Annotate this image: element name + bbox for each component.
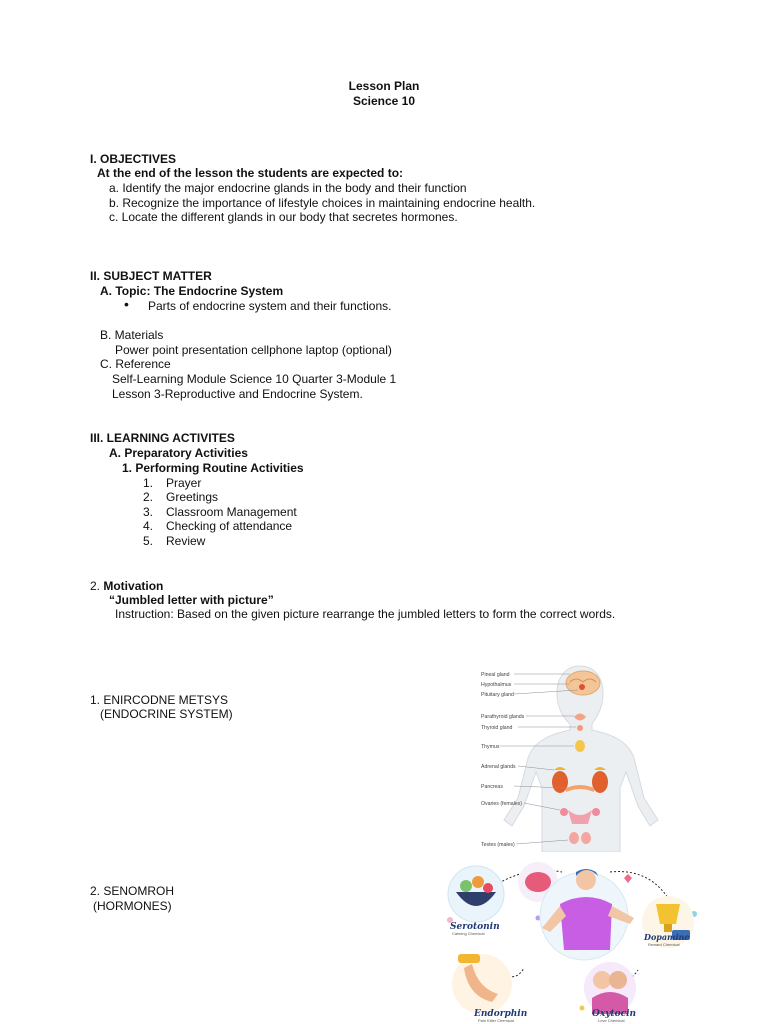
instruction-text: Based on the given picture rearrange the jumbled letters to form the correct words. (177, 607, 616, 621)
objectives-heading: I. OBJECTIVES (90, 152, 177, 166)
motivation-number: 2. (90, 579, 101, 593)
gland-label: Pituitary gland (481, 692, 514, 698)
routine-number: 3. (143, 505, 154, 519)
routine-item: Greetings (166, 490, 219, 504)
learning-activities-heading: III. LEARNING ACTIVITES (90, 431, 235, 445)
hormones-illustration (442, 858, 700, 1024)
topic-line: A. Topic: The Endocrine System (100, 284, 284, 298)
objective-item: b. Recognize the importance of lifestyle choices in maintaining endocrine health. (109, 196, 536, 210)
document-subtitle: Science 10 (352, 94, 416, 108)
preparatory-activities-label: A. Preparatory Activities (109, 446, 248, 460)
materials-label: B. Materials (100, 328, 164, 342)
objective-item: a. Identify the major endocrine glands in the body and their function (109, 181, 467, 195)
routine-activities-label: 1. Performing Routine Activities (122, 461, 304, 475)
document-title: Lesson Plan (348, 79, 420, 93)
jumbled-answer: (HORMONES) (93, 899, 172, 913)
bullet-icon: • (124, 296, 129, 312)
jumbled-word: 2. SENOMROH (90, 884, 175, 898)
objective-item: c. Locate the different glands in our body that secretes hormones. (109, 210, 458, 224)
jumbled-answer: (ENDOCRINE SYSTEM) (100, 707, 233, 721)
hormone-desc: Love Chemical (598, 1018, 625, 1023)
subject-matter-heading: II. SUBJECT MATTER (90, 269, 212, 283)
hormone-desc: Calming Chemical (452, 931, 485, 936)
gland-label: Thymus (481, 744, 500, 750)
routine-number: 1. (143, 476, 154, 490)
routine-number: 5. (143, 534, 154, 548)
materials-text: Power point presentation cellphone laptop (optional) (115, 343, 392, 357)
hormone-name: Dopamine (644, 932, 690, 942)
routine-item: Review (166, 534, 206, 548)
reference-line: Self-Learning Module Science 10 Quarter 3-Module 1 (112, 372, 397, 386)
motivation-heading (90, 579, 163, 594)
gland-label: Adrenal glands (481, 764, 516, 770)
gland-label: Ovaries (females) (481, 801, 522, 807)
routine-number: 4. (143, 519, 154, 533)
gland-label: Pancreas (481, 784, 503, 790)
endocrine-system-figure (470, 660, 675, 852)
routine-number: 2. (143, 490, 154, 504)
gland-label: Thyroid gland (481, 725, 513, 731)
gland-label: Parathyroid glands (481, 714, 525, 720)
routine-item: Checking of attendance (166, 519, 293, 533)
motivation-subtitle: “Jumbled letter with picture” (109, 593, 274, 607)
motivation-label: Motivation (103, 579, 164, 593)
reference-label: C. Reference (100, 357, 171, 371)
gland-label: Testes (males) (481, 842, 515, 848)
hormone-name: Oxytocin (592, 1009, 637, 1019)
hormone-name: Endorphin (474, 1009, 528, 1019)
gland-label: Pineal gland (481, 672, 510, 678)
instruction-line (115, 607, 615, 622)
hormone-desc: Pain Killer Chemical (478, 1018, 514, 1023)
hormone-desc: Reward Chemical (648, 942, 680, 947)
reference-line: Lesson 3-Reproductive and Endocrine System. (112, 387, 363, 401)
objectives-intro: At the end of the lesson the students are expected to: (97, 166, 404, 180)
hormone-name: Serotonin (450, 922, 500, 932)
instruction-label: Instruction: (115, 607, 174, 621)
routine-item: Classroom Management (166, 505, 297, 519)
gland-label: Hypothalmus (481, 682, 512, 688)
routine-item: Prayer (166, 476, 202, 490)
jumbled-word: 1. ENIRCODNE METSYS (90, 693, 229, 707)
topic-bullet-text: Parts of endocrine system and their functions. (148, 299, 392, 313)
